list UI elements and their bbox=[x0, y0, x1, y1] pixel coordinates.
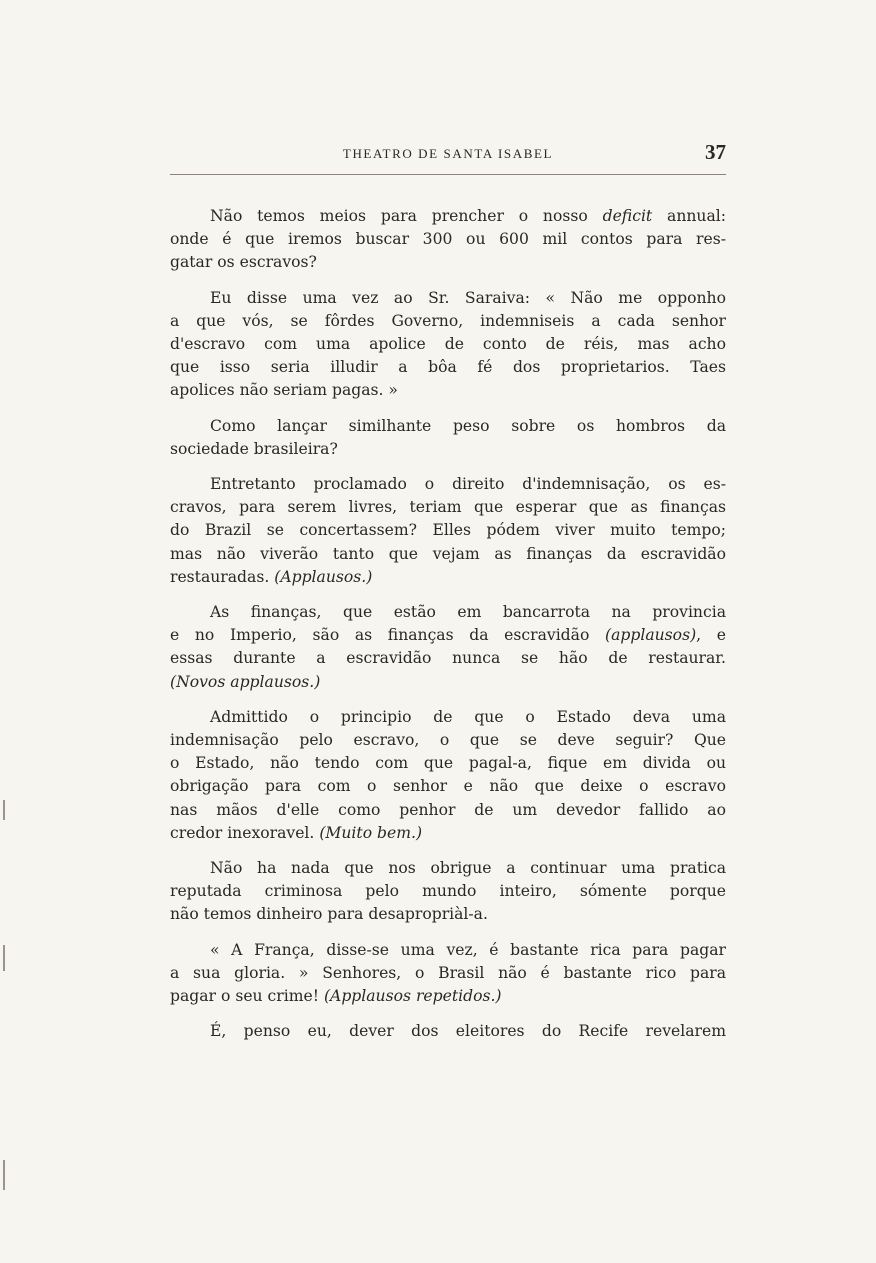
text-run: onde é que iremos buscar 300 ou 600 mil contos para res- bbox=[170, 230, 726, 249]
italic-text: deficit bbox=[602, 207, 653, 225]
text-run: credor inexoravel. bbox=[170, 823, 320, 842]
text-line bbox=[170, 310, 726, 333]
text-run: a que vós, se fôrdes Governo, indemniseis a cada senhor bbox=[170, 311, 726, 330]
text-line bbox=[170, 752, 726, 775]
body-text bbox=[170, 205, 726, 1056]
italic-text: (Muito bem.) bbox=[319, 823, 423, 842]
text-run: Como lançar similhante peso sobre os hombros da bbox=[210, 416, 726, 435]
paragraph bbox=[170, 473, 726, 589]
text-line bbox=[170, 251, 726, 274]
text-line bbox=[170, 857, 726, 880]
paragraph bbox=[170, 415, 726, 461]
text-run: restauradas. bbox=[170, 567, 275, 586]
left-edge-mark bbox=[3, 800, 5, 820]
text-line bbox=[170, 379, 726, 402]
text-line bbox=[170, 706, 726, 729]
text-run: Eu disse uma vez ao Sr. Saraiva: « Não me opponho bbox=[210, 288, 726, 307]
text-run: As finanças, que estão em bancarrota na provincia bbox=[210, 603, 726, 622]
text-run: apolices não seriam pagas. » bbox=[170, 381, 398, 400]
text-line bbox=[170, 880, 726, 903]
text-line bbox=[170, 962, 726, 985]
text-run: Entretanto proclamado o direito d'indemnisação, os es- bbox=[210, 475, 726, 494]
page-number: 37 bbox=[705, 140, 726, 164]
text-line bbox=[170, 671, 726, 694]
text-line bbox=[170, 939, 726, 962]
text-run: Não temos meios para prencher o nosso bbox=[210, 207, 603, 225]
text-run: essas durante a escravidão nunca se hão de restaurar. bbox=[170, 649, 726, 668]
paragraph bbox=[170, 857, 726, 927]
text-line bbox=[170, 647, 726, 670]
paragraph bbox=[170, 706, 726, 845]
paragraph bbox=[170, 287, 726, 403]
text-run: não temos dinheiro para desapropriàl-a. bbox=[170, 905, 488, 924]
text-line bbox=[170, 729, 726, 752]
text-run: indemnisação pelo escravo, o que se deve seguir? Que bbox=[170, 731, 726, 750]
running-title: THEATRO DE SANTA ISABEL bbox=[342, 146, 554, 161]
text-run: Admittido o principio de que o Estado deva uma bbox=[210, 707, 726, 726]
text-run: que isso seria illudir a bôa fé dos proprietarios. Taes bbox=[170, 358, 726, 377]
text-line bbox=[170, 519, 726, 542]
text-run: « A França, disse-se uma vez, é bastante rica para pagar bbox=[210, 940, 726, 959]
text-run: e no Imperio, são as finanças da escravidão bbox=[170, 626, 605, 645]
text-run: pagar o seu crime! bbox=[170, 987, 324, 1006]
text-line bbox=[170, 822, 726, 845]
text-line bbox=[170, 205, 726, 228]
text-line bbox=[170, 438, 726, 461]
italic-text: (Applausos repetidos.) bbox=[323, 987, 502, 1006]
text-line bbox=[170, 624, 726, 647]
text-line bbox=[170, 1020, 726, 1043]
paragraph bbox=[170, 601, 726, 694]
text-run: obrigação para com o senhor e não que deixe o escravo bbox=[170, 777, 726, 796]
text-run: mas não viverão tanto que vejam as finanças da escravidão bbox=[170, 544, 726, 563]
text-line bbox=[170, 496, 726, 519]
text-run: d'escravo com uma apolice de conto de réis, mas acho bbox=[170, 335, 726, 354]
italic-text: (applausos) bbox=[605, 626, 697, 645]
text-run: , e bbox=[696, 626, 726, 645]
paragraph bbox=[170, 939, 726, 1009]
text-line bbox=[170, 566, 726, 589]
text-line bbox=[170, 356, 726, 379]
left-edge-mark bbox=[3, 1160, 5, 1190]
text-line bbox=[170, 333, 726, 356]
text-run: do Brazil se concertassem? Elles pódem viver muito tempo; bbox=[170, 521, 726, 540]
text-run: o Estado, não tendo com que pagal-a, fique em divida ou bbox=[170, 754, 726, 773]
text-run: annual: bbox=[652, 207, 726, 225]
page-header bbox=[170, 140, 726, 175]
text-run: É, penso eu, dever dos eleitores do Recife revelarem bbox=[210, 1022, 726, 1041]
paragraph bbox=[170, 1020, 726, 1043]
text-line bbox=[170, 415, 726, 438]
text-line bbox=[170, 799, 726, 822]
text-line bbox=[170, 985, 726, 1008]
text-run: nas mãos d'elle como penhor de um devedor fallido ao bbox=[170, 800, 726, 819]
text-line bbox=[170, 543, 726, 566]
text-run: Não ha nada que nos obrigue a continuar uma pratica bbox=[210, 859, 726, 878]
text-run: cravos, para serem livres, teriam que esperar que as finanças bbox=[170, 498, 726, 517]
text-line bbox=[170, 473, 726, 496]
italic-text: (Novos applausos.) bbox=[170, 672, 321, 691]
text-line bbox=[170, 775, 726, 798]
text-line bbox=[170, 601, 726, 624]
text-line bbox=[170, 903, 726, 926]
paragraph bbox=[170, 205, 726, 275]
text-run: gatar os escravos? bbox=[170, 253, 317, 272]
text-run: reputada criminosa pelo mundo inteiro, sómente porque bbox=[170, 882, 726, 901]
text-line bbox=[170, 287, 726, 310]
text-run: a sua gloria. » Senhores, o Brasil não é bastante rico para bbox=[170, 963, 726, 982]
text-run: sociedade brasileira? bbox=[170, 439, 338, 458]
italic-text: (Applausos.) bbox=[274, 567, 373, 586]
left-edge-mark bbox=[3, 945, 5, 971]
text-line bbox=[170, 228, 726, 251]
